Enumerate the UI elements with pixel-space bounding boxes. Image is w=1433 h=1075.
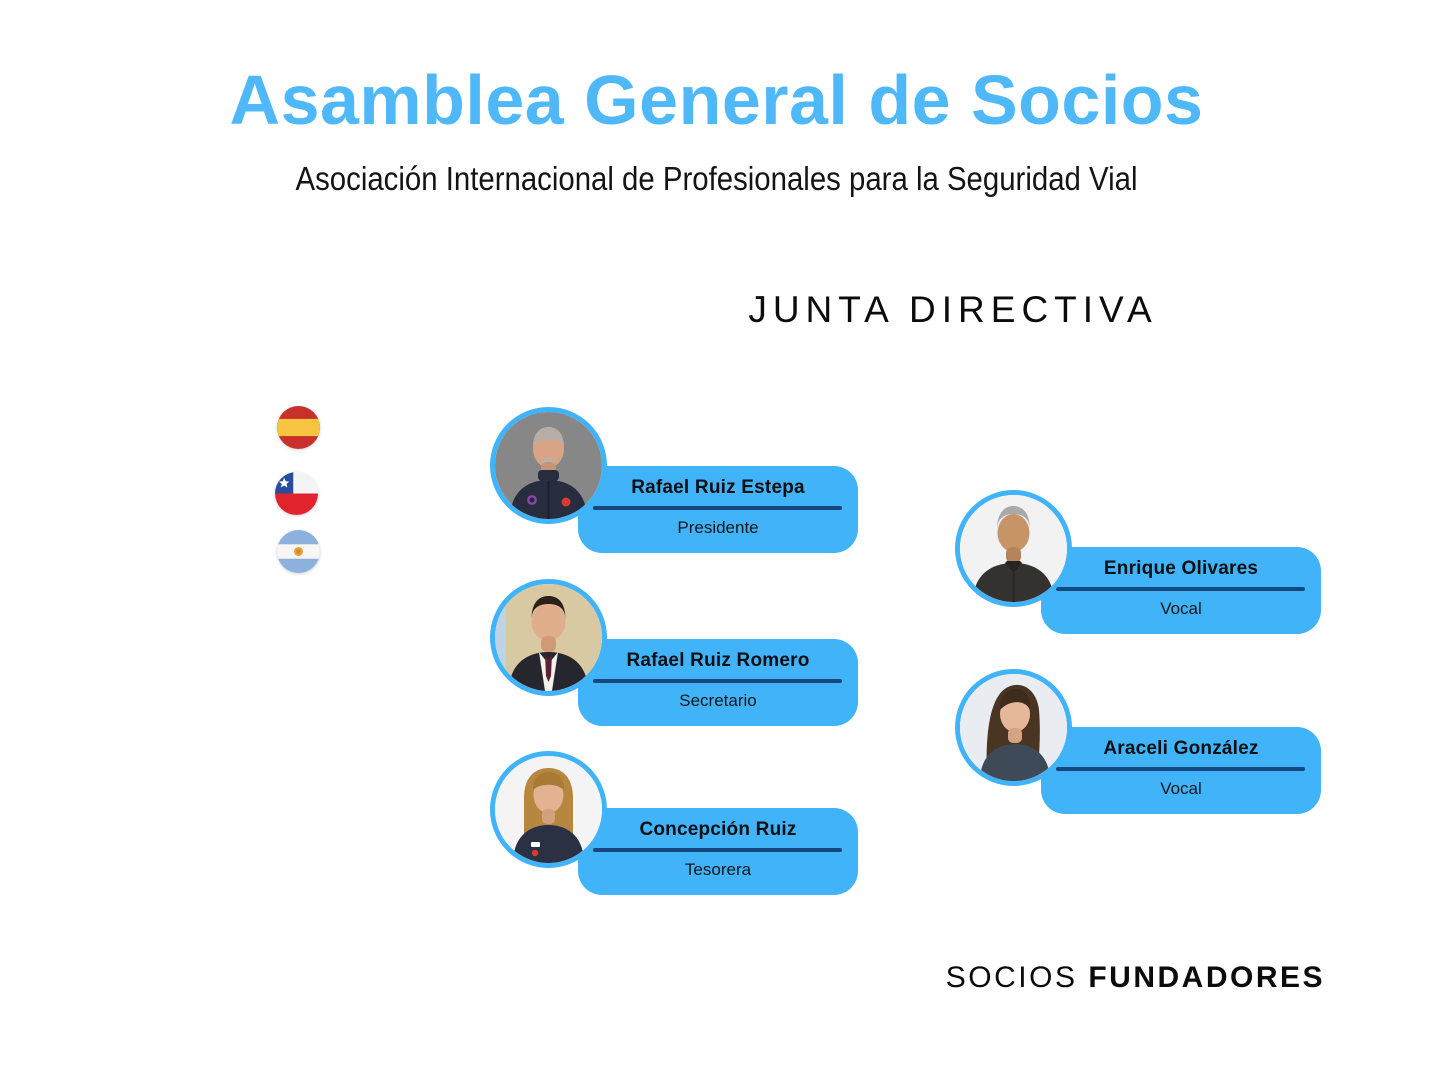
- member-photo-rafael-ruiz-romero: [490, 579, 607, 696]
- card-divider: [593, 679, 842, 683]
- footer-heading: [946, 961, 1325, 995]
- footer-heading-socios: SOCIOS: [945, 961, 1078, 994]
- member-card-secretario: [578, 639, 858, 726]
- board-heading: JUNTA DIRECTIVA: [748, 289, 1158, 330]
- member-photo-rafael-ruiz-estepa: [490, 407, 607, 524]
- member-role: Secretario: [679, 691, 757, 710]
- member-name: Rafael Ruiz Estepa: [631, 477, 805, 498]
- card-divider: [1056, 767, 1305, 771]
- man-gray-hair-dark-shirt-avatar: [960, 495, 1067, 602]
- spain-flag-icon: [277, 406, 320, 449]
- member-role: Presidente: [677, 518, 759, 537]
- page-subtitle: Asociación Internacional de Profesionales para la Seguridad Vial: [295, 160, 1138, 197]
- member-role: Vocal: [1160, 779, 1202, 798]
- man-suit-tie-avatar: [495, 584, 602, 691]
- member-role: Vocal: [1160, 599, 1202, 618]
- member-role: Tesorera: [684, 860, 752, 879]
- member-card-vocal-2: [1041, 727, 1321, 814]
- member-card-presidente: [578, 466, 858, 553]
- card-divider: [593, 506, 842, 510]
- man-bald-navy-jacket-avatar: [495, 412, 602, 519]
- member-name: Araceli González: [1103, 738, 1259, 759]
- card-divider: [593, 848, 842, 852]
- member-photo-concepcion-ruiz: [490, 751, 607, 868]
- member-name: Rafael Ruiz Romero: [626, 650, 810, 671]
- chile-flag-icon: [275, 472, 318, 515]
- woman-dark-hair-avatar: [960, 674, 1067, 781]
- member-name: Concepción Ruiz: [639, 819, 797, 840]
- member-photo-enrique-olivares: [955, 490, 1072, 607]
- member-card-vocal-1: [1041, 547, 1321, 634]
- argentina-flag-icon: [277, 530, 320, 573]
- footer-heading-fundadores: FUNDADORES: [1088, 961, 1325, 994]
- card-divider: [1056, 587, 1305, 591]
- member-photo-araceli-gonzalez: [955, 669, 1072, 786]
- member-name: Enrique Olivares: [1103, 558, 1259, 579]
- member-card-tesorera: [578, 808, 858, 895]
- page-title: Asamblea General de Socios: [229, 61, 1204, 139]
- woman-long-hair-uniform-avatar: [495, 756, 602, 863]
